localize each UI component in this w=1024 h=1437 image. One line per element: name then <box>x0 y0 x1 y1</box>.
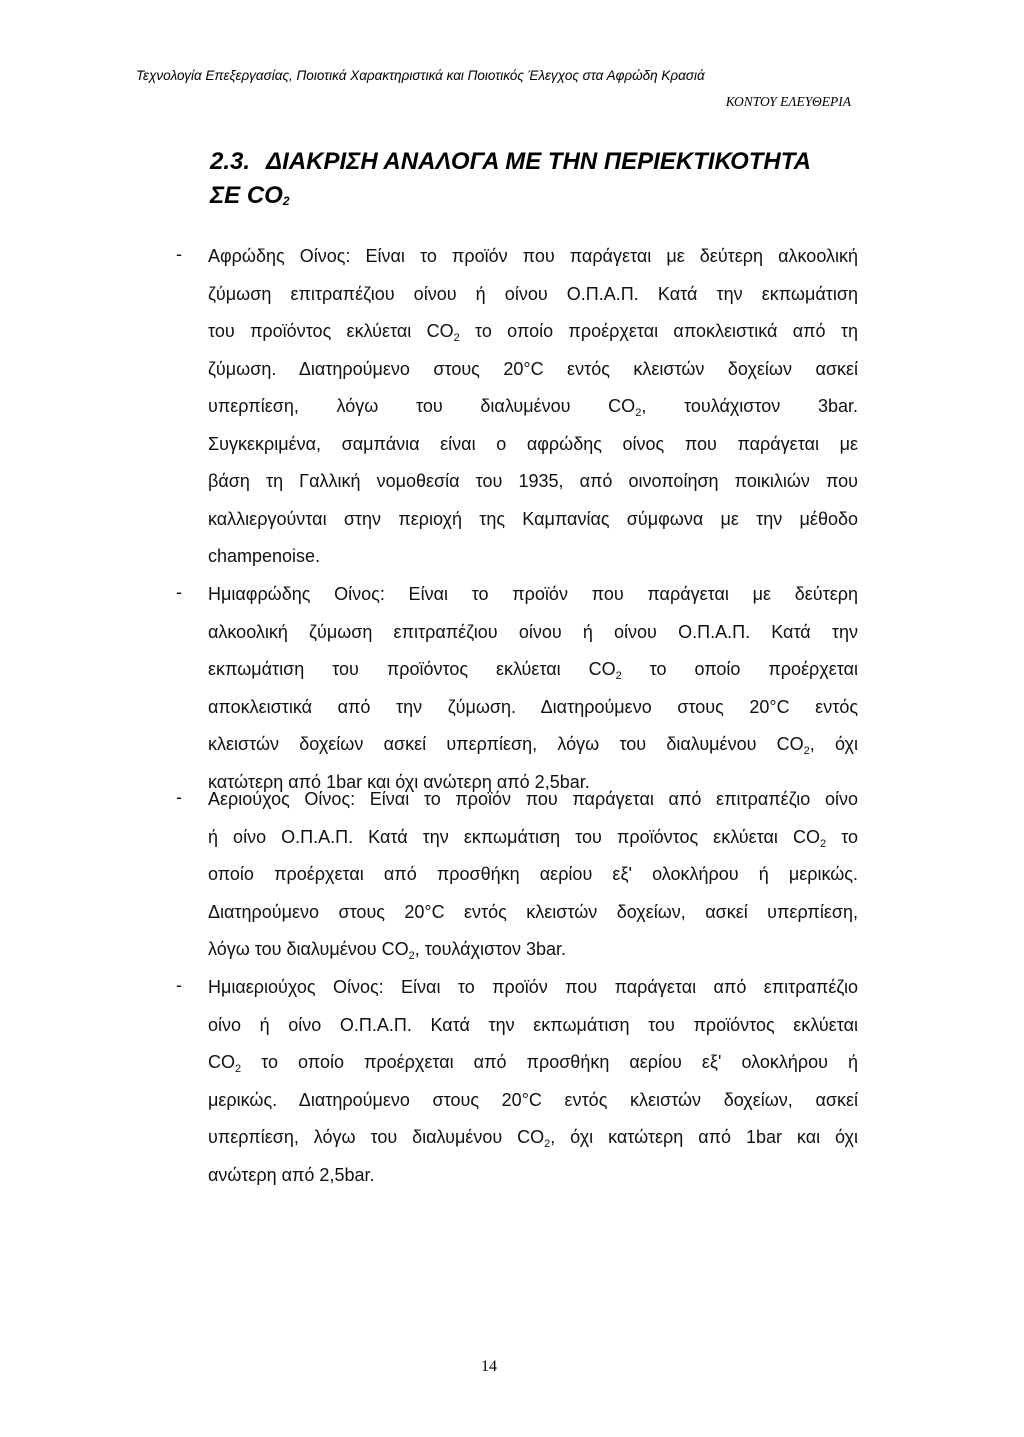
text-segment: του προϊόντος εκλύεται CO <box>208 321 454 341</box>
text-segment: εκπωμάτιση του προϊόντος εκλύεται CO <box>208 659 616 679</box>
section-heading-line-1 <box>210 145 870 179</box>
wine-type-item <box>176 244 858 582</box>
section-title-part-2: ΣΕ CO <box>210 182 283 209</box>
text-line <box>208 1050 858 1088</box>
text-line <box>208 657 858 695</box>
text-segment: ή οίνο Ο.Π.Α.Π. Κατά την εκπωμάτιση του προϊόντος εκλύεται CO <box>208 826 820 847</box>
section-number: 2.3. <box>210 148 251 175</box>
text-segment: , τουλάχιστον 3bar. <box>641 396 858 416</box>
subscript: 2 <box>615 670 622 682</box>
section-heading-line-2 <box>210 179 870 218</box>
text-line <box>208 732 858 770</box>
section-title-part-1: ΔΙΑΚΡΙΣΗ ΑΝΑΛΟΓΑ ΜΕ ΤΗΝ ΠΕΡΙΕΚΤΙΚΟΤΗΤΑ <box>266 148 811 175</box>
text-segment: , τουλάχιστον 3bar. <box>414 939 567 959</box>
text-segment: CO <box>208 1052 235 1072</box>
text-segment: το οποίο προέρχεται <box>621 659 859 679</box>
text-line: Αφρώδης Οίνος: Είναι το προϊόν που παράγεται με δεύτερη αλκοολική <box>208 246 858 266</box>
text-line: αλκοολική ζύμωση επιτραπέζιου οίνου ή οίνου Ο.Π.Α.Π. Κατά την <box>208 621 858 642</box>
text-line <box>208 319 858 357</box>
wine-type-item <box>176 582 859 807</box>
text-segment: το <box>826 826 858 847</box>
text-segment: λόγω του διαλυμένου CO <box>208 939 409 959</box>
running-header-title: Τεχνολογία Επεξεργασίας, Ποιοτικά Χαρακτηριστικά και Ποιοτικός Έλεγχος στα Αφρώδη Κρασιά <box>136 68 705 83</box>
text-line: Αεριούχος Οίνος: Είναι το προϊόν που παράγεται από επιτραπέζιο οίνο <box>208 789 858 809</box>
text-segment: το οποίο προέρχεται από προσθήκη αερίου εξ' ολοκλήρου ή <box>241 1052 858 1072</box>
subscript: 2 <box>453 332 460 344</box>
subscript: 2 <box>408 950 415 962</box>
text-line: βάση τη Γαλλική νομοθεσία του 1935, από οινοποίηση ποικιλιών που <box>208 471 858 491</box>
section-title-subscript: 2 <box>282 194 290 208</box>
bullet-dash: - <box>176 244 182 264</box>
text-line: οποίο προέρχεται από προσθήκη αερίου εξ' ολοκλήρου ή μερικώς. <box>208 864 858 884</box>
text-line <box>208 1125 858 1163</box>
text-line: ανώτερη από 2,5bar. <box>208 1164 375 1185</box>
text-segment: , όχι κατώτερη από 1bar και όχι <box>550 1127 859 1147</box>
text-line: οίνο ή οίνο Ο.Π.Α.Π. Κατά την εκπωμάτιση του προϊόντος εκλύεται <box>208 1014 858 1035</box>
text-line: Ημιαεριούχος Οίνος: Είναι το προϊόν που παράγεται από επιτραπέζιο <box>208 977 858 997</box>
wine-type-item <box>176 787 858 975</box>
subscript: 2 <box>803 745 810 757</box>
text-segment: , όχι <box>809 734 858 754</box>
text-line: ζύμωση. Διατηρούμενο στους 20°C εντός κλειστών δοχείων ασκεί <box>208 358 858 379</box>
subscript: 2 <box>544 1138 551 1150</box>
text-line: καλλιεργούνται στην περιοχή της Καμπανίας σύμφωνα με την μέθοδο <box>208 508 858 529</box>
subscript: 2 <box>235 1063 242 1075</box>
text-segment: κλειστών δοχείων ασκεί υπερπίεση, λόγω του διαλυμένου CO <box>208 734 804 754</box>
text-line <box>208 937 858 975</box>
text-line: champenoise. <box>208 546 321 566</box>
text-segment: υπερπίεση, λόγω του διαλυμένου CO <box>208 1127 545 1147</box>
running-header-author: ΚΟΝΤΟΥ ΕΛΕΥΘΕΡΙΑ <box>725 94 851 109</box>
text-line: αποκλειστικά από την ζύμωση. Διατηρούμενο στους 20°C εντός <box>208 696 858 717</box>
subscript: 2 <box>819 837 827 850</box>
bullet-dash: - <box>176 582 182 602</box>
text-line <box>208 394 858 432</box>
text-line: Συγκεκριμένα, σαμπάνια είναι ο αφρώδης οίνος που παράγεται με <box>208 433 858 454</box>
section-heading <box>210 145 870 218</box>
text-line: μερικώς. Διατηρούμενο στους 20°C εντός κλειστών δοχείων, ασκεί <box>208 1089 858 1110</box>
text-line <box>208 825 858 863</box>
text-line: ζύμωση επιτραπέζιου οίνου ή οίνου Ο.Π.Α.Π. Κατά την εκπωμάτιση <box>208 283 858 304</box>
text-line: κατώτερη από 1bar και όχι ανώτερη από 2,5bar. <box>208 771 590 792</box>
subscript: 2 <box>635 407 642 419</box>
text-line: Διατηρούμενο στους 20°C εντός κλειστών δοχείων, ασκεί υπερπίεση, <box>208 901 858 922</box>
text-line: Ημιαφρώδης Οίνος: Είναι το προϊόν που παράγεται με δεύτερη <box>208 584 858 604</box>
text-segment: υπερπίεση, λόγω του διαλυμένου CO <box>208 396 636 416</box>
page-number: 14 <box>481 1358 497 1375</box>
bullet-dash: - <box>176 975 182 995</box>
text-segment: το οποίο προέρχεται αποκλειστικά από τη <box>459 321 858 341</box>
bullet-dash: - <box>176 787 182 807</box>
wine-type-item <box>176 975 859 1200</box>
